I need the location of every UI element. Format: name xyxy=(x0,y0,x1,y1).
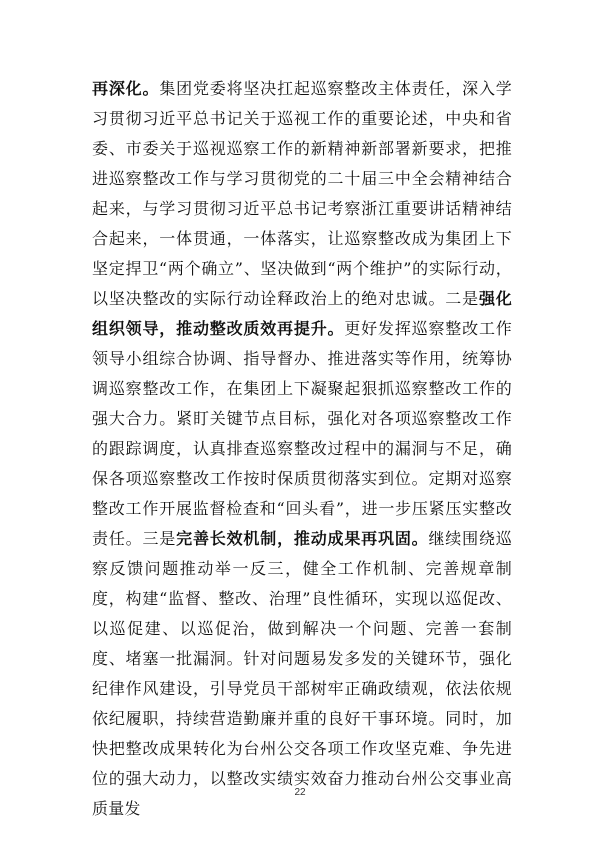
text-run-1: 集团党委将坚决扛起巡察整改主体责任，深入学习贯彻习近平总书记关于巡视工作的重要论述，中央和省委、市委关于巡视巡察工作的新精神新部署新要求，把推进巡察整改工作与学习贯彻党的二十届三中全会精神结合起来，与学习贯彻习近平总书记考察浙江重要讲话精神结合起来，一体贯通，一体落实，让巡察整改成为集团上下坚定捍卫“两个确立”、坚决做到“两个维护”的实际行动，以坚决整改的实际行动诠释政治上的绝对忠诚。二是 xyxy=(92,79,513,308)
body-paragraph xyxy=(92,74,512,824)
bold-run-2: 强化组织领导，推动整改质效再提升。 xyxy=(92,289,512,338)
text-run-3: 继续围绕巡察反馈问题推动举一反三，健全工作机制、完善规章制度，构建“监督、整改、治理”良性循环，实现以巡促改、以巡促建、以巡促治，做到解决一个问题、完善一套制度、堵塞一批漏洞。针对问题易发多发的关键环节，强化纪律作风建设，引导党员干部树牢正确政绩观，依法依规依纪履职，持续营造勤廉并重的良好干事环境。同时，加快把整改成果转化为台州公交各项工作攻坚克难、争先进位的强大动力，以整改实绩实效奋力推动台州公交事业高质量发 xyxy=(92,529,512,818)
text-run-2: 更好发挥巡察整改工作领导小组综合协调、指导督办、推进落实等作用，统筹协调巡察整改工作，在集团上下凝聚起狠抓巡察整改工作的强大合力。紧盯关键节点目标，强化对各项巡察整改工作的跟踪调度，认真排查巡察整改过程中的漏洞与不足，确保各项巡察整改工作按时保质贯彻落实到位。定期对巡察整改工作开展监督检查和“回头看”，进一步压紧压实整改责任。三是 xyxy=(92,319,512,548)
page-number: 22 xyxy=(294,787,306,798)
bold-run-1: 再深化。 xyxy=(92,79,160,98)
bold-run-3: 完善长效机制，推动成果再巩固。 xyxy=(176,529,429,548)
